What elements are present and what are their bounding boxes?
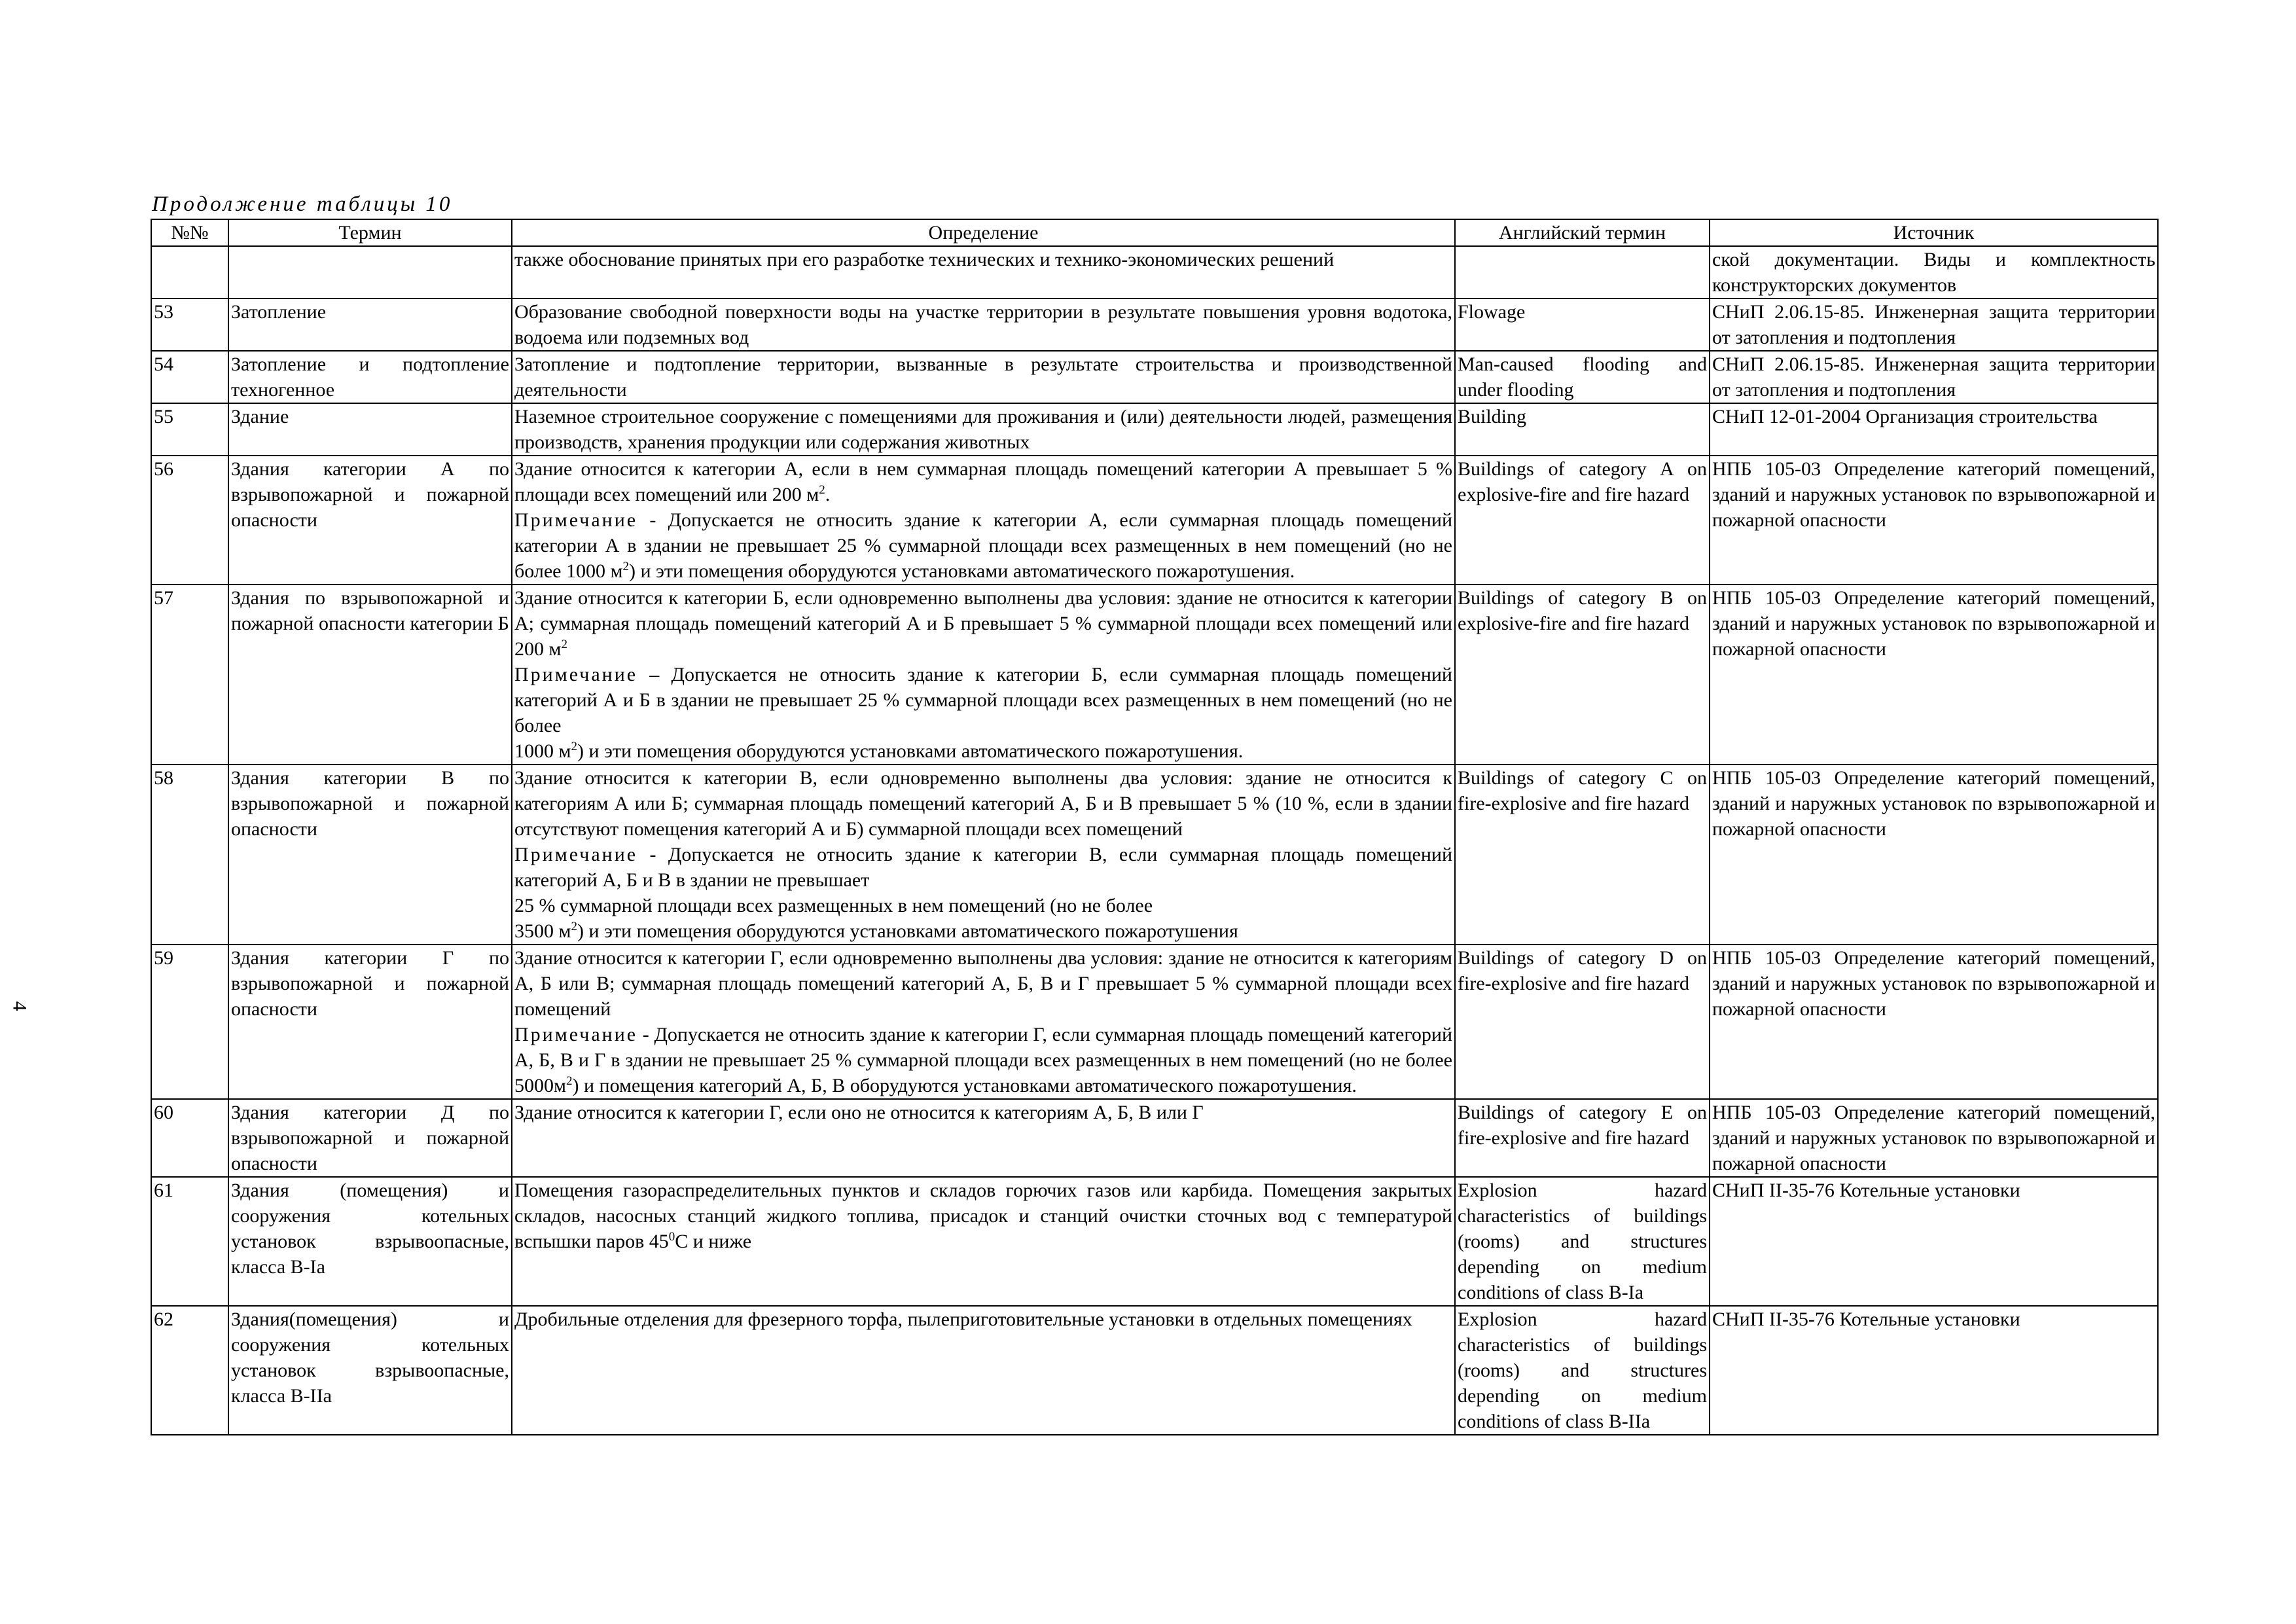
row-definition bbox=[512, 1099, 1455, 1177]
row-term: Здания по взрывопожарной и пожарной опасности категории Б bbox=[228, 585, 512, 765]
row-source: НПБ 105-03 Определение категорий помещений, зданий и наружных установок по взрывопожарной и пожарной опасности bbox=[1710, 1099, 2158, 1177]
definition-paragraph: Затопление и подтопление территории, вызванные в результате строительства и производственной деятельности bbox=[514, 353, 1452, 401]
definition-paragraph: Здание относится к категории Б, если одновременно выполнены два условия: здание не относится к категории А; суммарная площадь помещений категорий А и Б превышает 5 % суммарной площади всех помещений или 200 $м^2$ bbox=[514, 587, 1452, 660]
table-row bbox=[151, 456, 2158, 585]
row-source: СНиП 2.06.15-85. Инженерная защита территории от затопления и подтопления bbox=[1710, 298, 2158, 351]
header-source: Источник bbox=[1710, 219, 2158, 246]
table-caption: Продолжение таблицы 10 bbox=[152, 192, 453, 216]
definition-paragraph: Наземное строительное сооружение с помещениями для проживания и (или) деятельности людей, размещения производств, хранения продукции или содержания животных bbox=[514, 406, 1452, 453]
table-header-row bbox=[151, 219, 2158, 246]
header-english: Английский термин bbox=[1455, 219, 1710, 246]
row-definition bbox=[512, 1306, 1455, 1435]
row-term: Здания категории Д по взрывопожарной и пожарной опасности bbox=[228, 1099, 512, 1177]
row-number bbox=[151, 246, 228, 298]
row-definition bbox=[512, 298, 1455, 351]
row-term: Затопление и подтопление техногенное bbox=[228, 351, 512, 403]
table-row bbox=[151, 585, 2158, 765]
row-english-term: Building bbox=[1455, 403, 1710, 456]
row-definition bbox=[512, 585, 1455, 765]
note-label: Примечание bbox=[514, 664, 638, 685]
definition-paragraph: Здание относится к категории Г, если одновременно выполнены два условия: здание не относится к категориям А, Б или В; суммарная площадь помещений категорий А, Б, В и Г превышает 5 % суммарной площади всех помещений bbox=[514, 947, 1452, 1020]
definition-paragraph: 25 % суммарной площади всех размещенных в нем помещений (но не более bbox=[514, 895, 1153, 916]
definition-paragraph: 1000 $м^2$) и эти помещения оборудуются установками автоматического пожаротушения. bbox=[514, 740, 1244, 762]
row-number: 55 bbox=[151, 403, 228, 456]
header-term: Термин bbox=[228, 219, 512, 246]
row-english-term: Explosion hazard characteristics of buildings (rooms) and structures depending on medium conditions of class B-IIa bbox=[1455, 1306, 1710, 1435]
row-definition bbox=[512, 945, 1455, 1099]
row-term: Здания категории А по взрывопожарной и пожарной опасности bbox=[228, 456, 512, 585]
row-source: СНиП II-35-76 Котельные установки bbox=[1710, 1177, 2158, 1306]
definition-paragraph: также обоснование принятых при его разработке технических и технико-экономических решений bbox=[514, 249, 1335, 270]
row-definition bbox=[512, 246, 1455, 298]
row-number: 57 bbox=[151, 585, 228, 765]
row-number: 61 bbox=[151, 1177, 228, 1306]
page-number: 4 bbox=[9, 1001, 31, 1011]
definition-paragraph: Примечание - Допускается не относить здание к категории Г, если суммарная площадь помещений категорий А, Б, В и Г в здании не превышает 25 % суммарной площади всех размещенных в нем помещений (но не более $5000м^2$) и помещения категорий А, Б, В оборудуются установками автоматического пожаротушения. bbox=[514, 1024, 1452, 1096]
row-term: Здания(помещения) и сооружения котельных установок взрывоопасные, класса В-IIа bbox=[228, 1306, 512, 1435]
row-source: НПБ 105-03 Определение категорий помещений, зданий и наружных установок по взрывопожарной и пожарной опасности bbox=[1710, 945, 2158, 1099]
definition-paragraph: Здание относится к категории В, если одновременно выполнены два условия: здание не относится к категориям А или Б; суммарная площадь помещений категорий А, Б и В превышает 5 % (10 %, если в здании отсутствуют помещения категорий А и Б) суммарной площади всех помещений bbox=[514, 767, 1452, 840]
row-definition bbox=[512, 765, 1455, 945]
note-label: Примечание bbox=[514, 1024, 638, 1045]
row-english-term: Explosion hazard characteristics of buildings (rooms) and structures depending on medium conditions of class B-Ia bbox=[1455, 1177, 1710, 1306]
row-source: СНиП 12-01-2004 Организация строительства bbox=[1710, 403, 2158, 456]
row-number: 53 bbox=[151, 298, 228, 351]
table-row bbox=[151, 298, 2158, 351]
definition-paragraph: Примечание - Допускается не относить здание к категории В, если суммарная площадь помещений категорий А, Б и В в здании не превышает bbox=[514, 844, 1452, 891]
row-definition bbox=[512, 1177, 1455, 1306]
row-definition bbox=[512, 351, 1455, 403]
table-row bbox=[151, 1177, 2158, 1306]
definition-paragraph: Здание относится к категории А, если в нем суммарная площадь помещений категории А превышает 5 % площади всех помещений или 200 $м^2$. bbox=[514, 458, 1452, 505]
row-term: Здание bbox=[228, 403, 512, 456]
terms-table bbox=[151, 219, 2159, 1435]
row-english-term: Buildings of category C on fire-explosive and fire hazard bbox=[1455, 765, 1710, 945]
row-english-term: Buildings of category D on fire-explosive and fire hazard bbox=[1455, 945, 1710, 1099]
table-row bbox=[151, 765, 2158, 945]
row-definition bbox=[512, 403, 1455, 456]
note-label: Примечание bbox=[514, 509, 638, 531]
row-source: СНиП 2.06.15-85. Инженерная защита территории от затопления и подтопления bbox=[1710, 351, 2158, 403]
row-english-term: Flowage bbox=[1455, 298, 1710, 351]
row-source: НПБ 105-03 Определение категорий помещений, зданий и наружных установок по взрывопожарной и пожарной опасности bbox=[1710, 456, 2158, 585]
definition-paragraph: Помещения газораспределительных пунктов и складов горючих газов или карбида. Помещения закрытых складов, насосных станций жидкого топлива, присадок и станций очистки сточных вод с температурой вспышки паров $45^0С$ и ниже bbox=[514, 1180, 1452, 1252]
definition-paragraph: Дробильные отделения для фрезерного торфа, пылеприготовительные установки в отдельных помещениях bbox=[514, 1308, 1412, 1330]
row-number: 56 bbox=[151, 456, 228, 585]
row-number: 62 bbox=[151, 1306, 228, 1435]
definition-paragraph: Образование свободной поверхности воды на участке территории в результате повышения уровня водотока, водоема или подземных вод bbox=[514, 301, 1452, 348]
table-row bbox=[151, 1306, 2158, 1435]
row-definition bbox=[512, 456, 1455, 585]
row-english-term: Buildings of category A on explosive-fire and fire hazard bbox=[1455, 456, 1710, 585]
table-body bbox=[151, 246, 2158, 1435]
row-source: НПБ 105-03 Определение категорий помещений, зданий и наружных установок по взрывопожарной и пожарной опасности bbox=[1710, 585, 2158, 765]
definition-paragraph: Примечание - Допускается не относить здание к категории А, если суммарная площадь помещений категории А в здании не превышает 25 % суммарной площади всех размещенных в нем помещений (но не более 1000 $м^2$) и эти помещения оборудуются установками автоматического пожаротушения. bbox=[514, 509, 1452, 582]
row-term: Здания категории В по взрывопожарной и пожарной опасности bbox=[228, 765, 512, 945]
row-source: ской документации. Виды и комплектность конструкторских документов bbox=[1710, 246, 2158, 298]
row-english-term bbox=[1455, 246, 1710, 298]
header-num: №№ bbox=[151, 219, 228, 246]
row-english-term: Buildings of category B on explosive-fire and fire hazard bbox=[1455, 585, 1710, 765]
row-english-term: Buildings of category E on fire-explosive and fire hazard bbox=[1455, 1099, 1710, 1177]
table-row bbox=[151, 246, 2158, 298]
table-row bbox=[151, 1099, 2158, 1177]
row-number: 54 bbox=[151, 351, 228, 403]
definition-paragraph: Примечание – Допускается не относить здание к категории Б, если суммарная площадь помещений категорий А и Б в здании не превышает 25 % суммарной площади всех размещенных в нем помещений (но не более bbox=[514, 664, 1452, 736]
row-term: Здания категории Г по взрывопожарной и пожарной опасности bbox=[228, 945, 512, 1099]
table-row bbox=[151, 351, 2158, 403]
definition-paragraph: 3500 $м^2$) и эти помещения оборудуются установками автоматического пожаротушения bbox=[514, 920, 1238, 942]
row-term bbox=[228, 246, 512, 298]
row-source: СНиП II-35-76 Котельные установки bbox=[1710, 1306, 2158, 1435]
row-term: Затопление bbox=[228, 298, 512, 351]
definition-paragraph: Здание относится к категории Г, если оно не относится к категориям А, Б, В или Г bbox=[514, 1102, 1204, 1123]
row-number: 59 bbox=[151, 945, 228, 1099]
header-definition: Определение bbox=[512, 219, 1455, 246]
row-english-term: Man-caused flooding and under flooding bbox=[1455, 351, 1710, 403]
note-label: Примечание bbox=[514, 844, 638, 865]
row-number: 58 bbox=[151, 765, 228, 945]
row-term: Здания (помещения) и сооружения котельных установок взрывоопасные, класса В-Iа bbox=[228, 1177, 512, 1306]
row-source: НПБ 105-03 Определение категорий помещений, зданий и наружных установок по взрывопожарной и пожарной опасности bbox=[1710, 765, 2158, 945]
table-row bbox=[151, 945, 2158, 1099]
table-row bbox=[151, 403, 2158, 456]
row-number: 60 bbox=[151, 1099, 228, 1177]
